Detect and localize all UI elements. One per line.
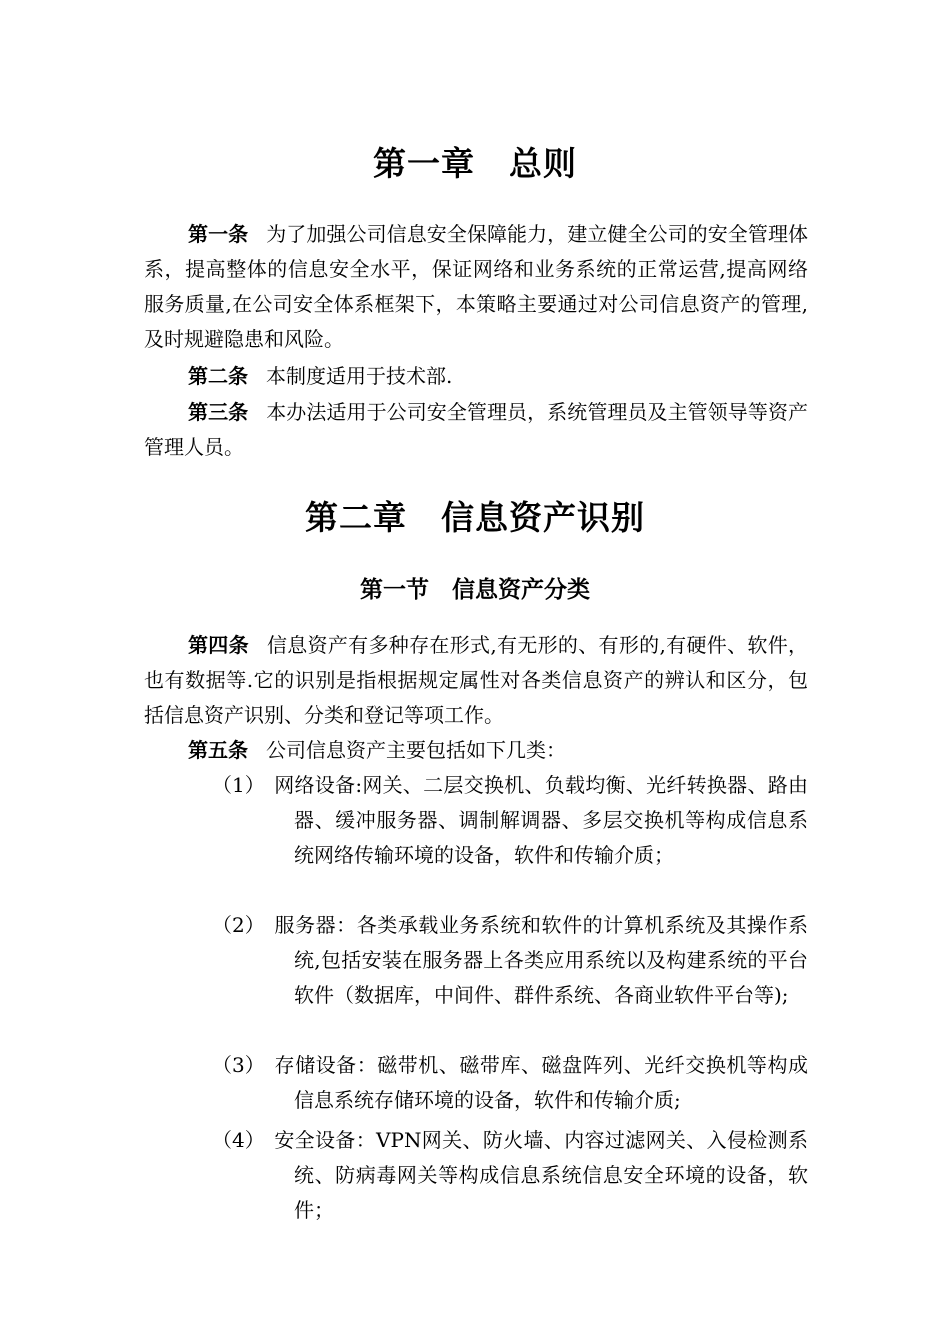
list-item (212, 1048, 808, 1118)
article-2 (144, 359, 808, 394)
article-label: 第一条 (188, 222, 249, 246)
article-4 (144, 628, 808, 733)
list-item (212, 768, 808, 873)
list-text: 存储设备：磁带机、磁带库、磁盘阵列、光纤交换机等构成信息系统存储环境的设备，软件和传输介质; (274, 1053, 808, 1112)
article-1 (144, 217, 808, 357)
article-label: 第二条 (188, 364, 248, 388)
list-text: 网络设备:网关、二层交换机、负载均衡、光纤转换器、路由器、缓冲服务器、调制解调器、多层交换机等构成信息系统网络传输环境的设备，软件和传输介质； (274, 773, 808, 867)
list-number: （1） (212, 773, 265, 797)
list-number: （3） (212, 1053, 265, 1077)
list-number: （4） (212, 1128, 265, 1152)
list-text: 安全设备：VPN网关、防火墙、内容过滤网关、入侵检测系统、防病毒网关等构成信息系统信息安全环境的设备，软件； (274, 1128, 808, 1222)
article-text: 信息资产有多种存在形式,有无形的、有形的,有硬件、软件，也有数据等.它的识别是指根据规定属性对各类信息资产的辨认和区分，包括信息资产识别、分类和登记等项工作。 (144, 633, 809, 727)
list-item (212, 1123, 808, 1228)
article-label: 第四条 (188, 633, 249, 657)
article-text: 为了加强公司信息安全保障能力，建立健全公司的安全管理体系，提高整体的信息安全水平，保证网络和业务系统的正常运营,提高网络服务质量,在公司安全体系框架下，本策略主要通过对公司信息资产的管理,及时规避隐患和风险。 (144, 222, 809, 351)
article-3 (144, 395, 808, 465)
chapter-2-title: 第二章 信息资产识别 (305, 498, 645, 537)
article-text: 本制度适用于技术部. (266, 364, 453, 388)
article-text: 本办法适用于公司安全管理员，系统管理员及主管领导等资产管理人员。 (144, 400, 809, 459)
list-text: 服务器：各类承载业务系统和软件的计算机系统及其操作系统,包括安装在服务器上各类应用系统以及构建系统的平台软件（数据库，中间件、群件系统、各商业软件平台等); (274, 913, 808, 1007)
article-label: 第三条 (188, 400, 249, 424)
article-5 (144, 733, 808, 768)
list-number: （2） (212, 913, 265, 937)
article-text: 公司信息资产主要包括如下几类： (266, 738, 566, 762)
list-item (212, 908, 808, 1013)
article-label: 第五条 (188, 738, 248, 762)
section-1-title: 第一节 信息资产分类 (360, 577, 590, 603)
chapter-1-title: 第一章 总则 (373, 144, 577, 183)
